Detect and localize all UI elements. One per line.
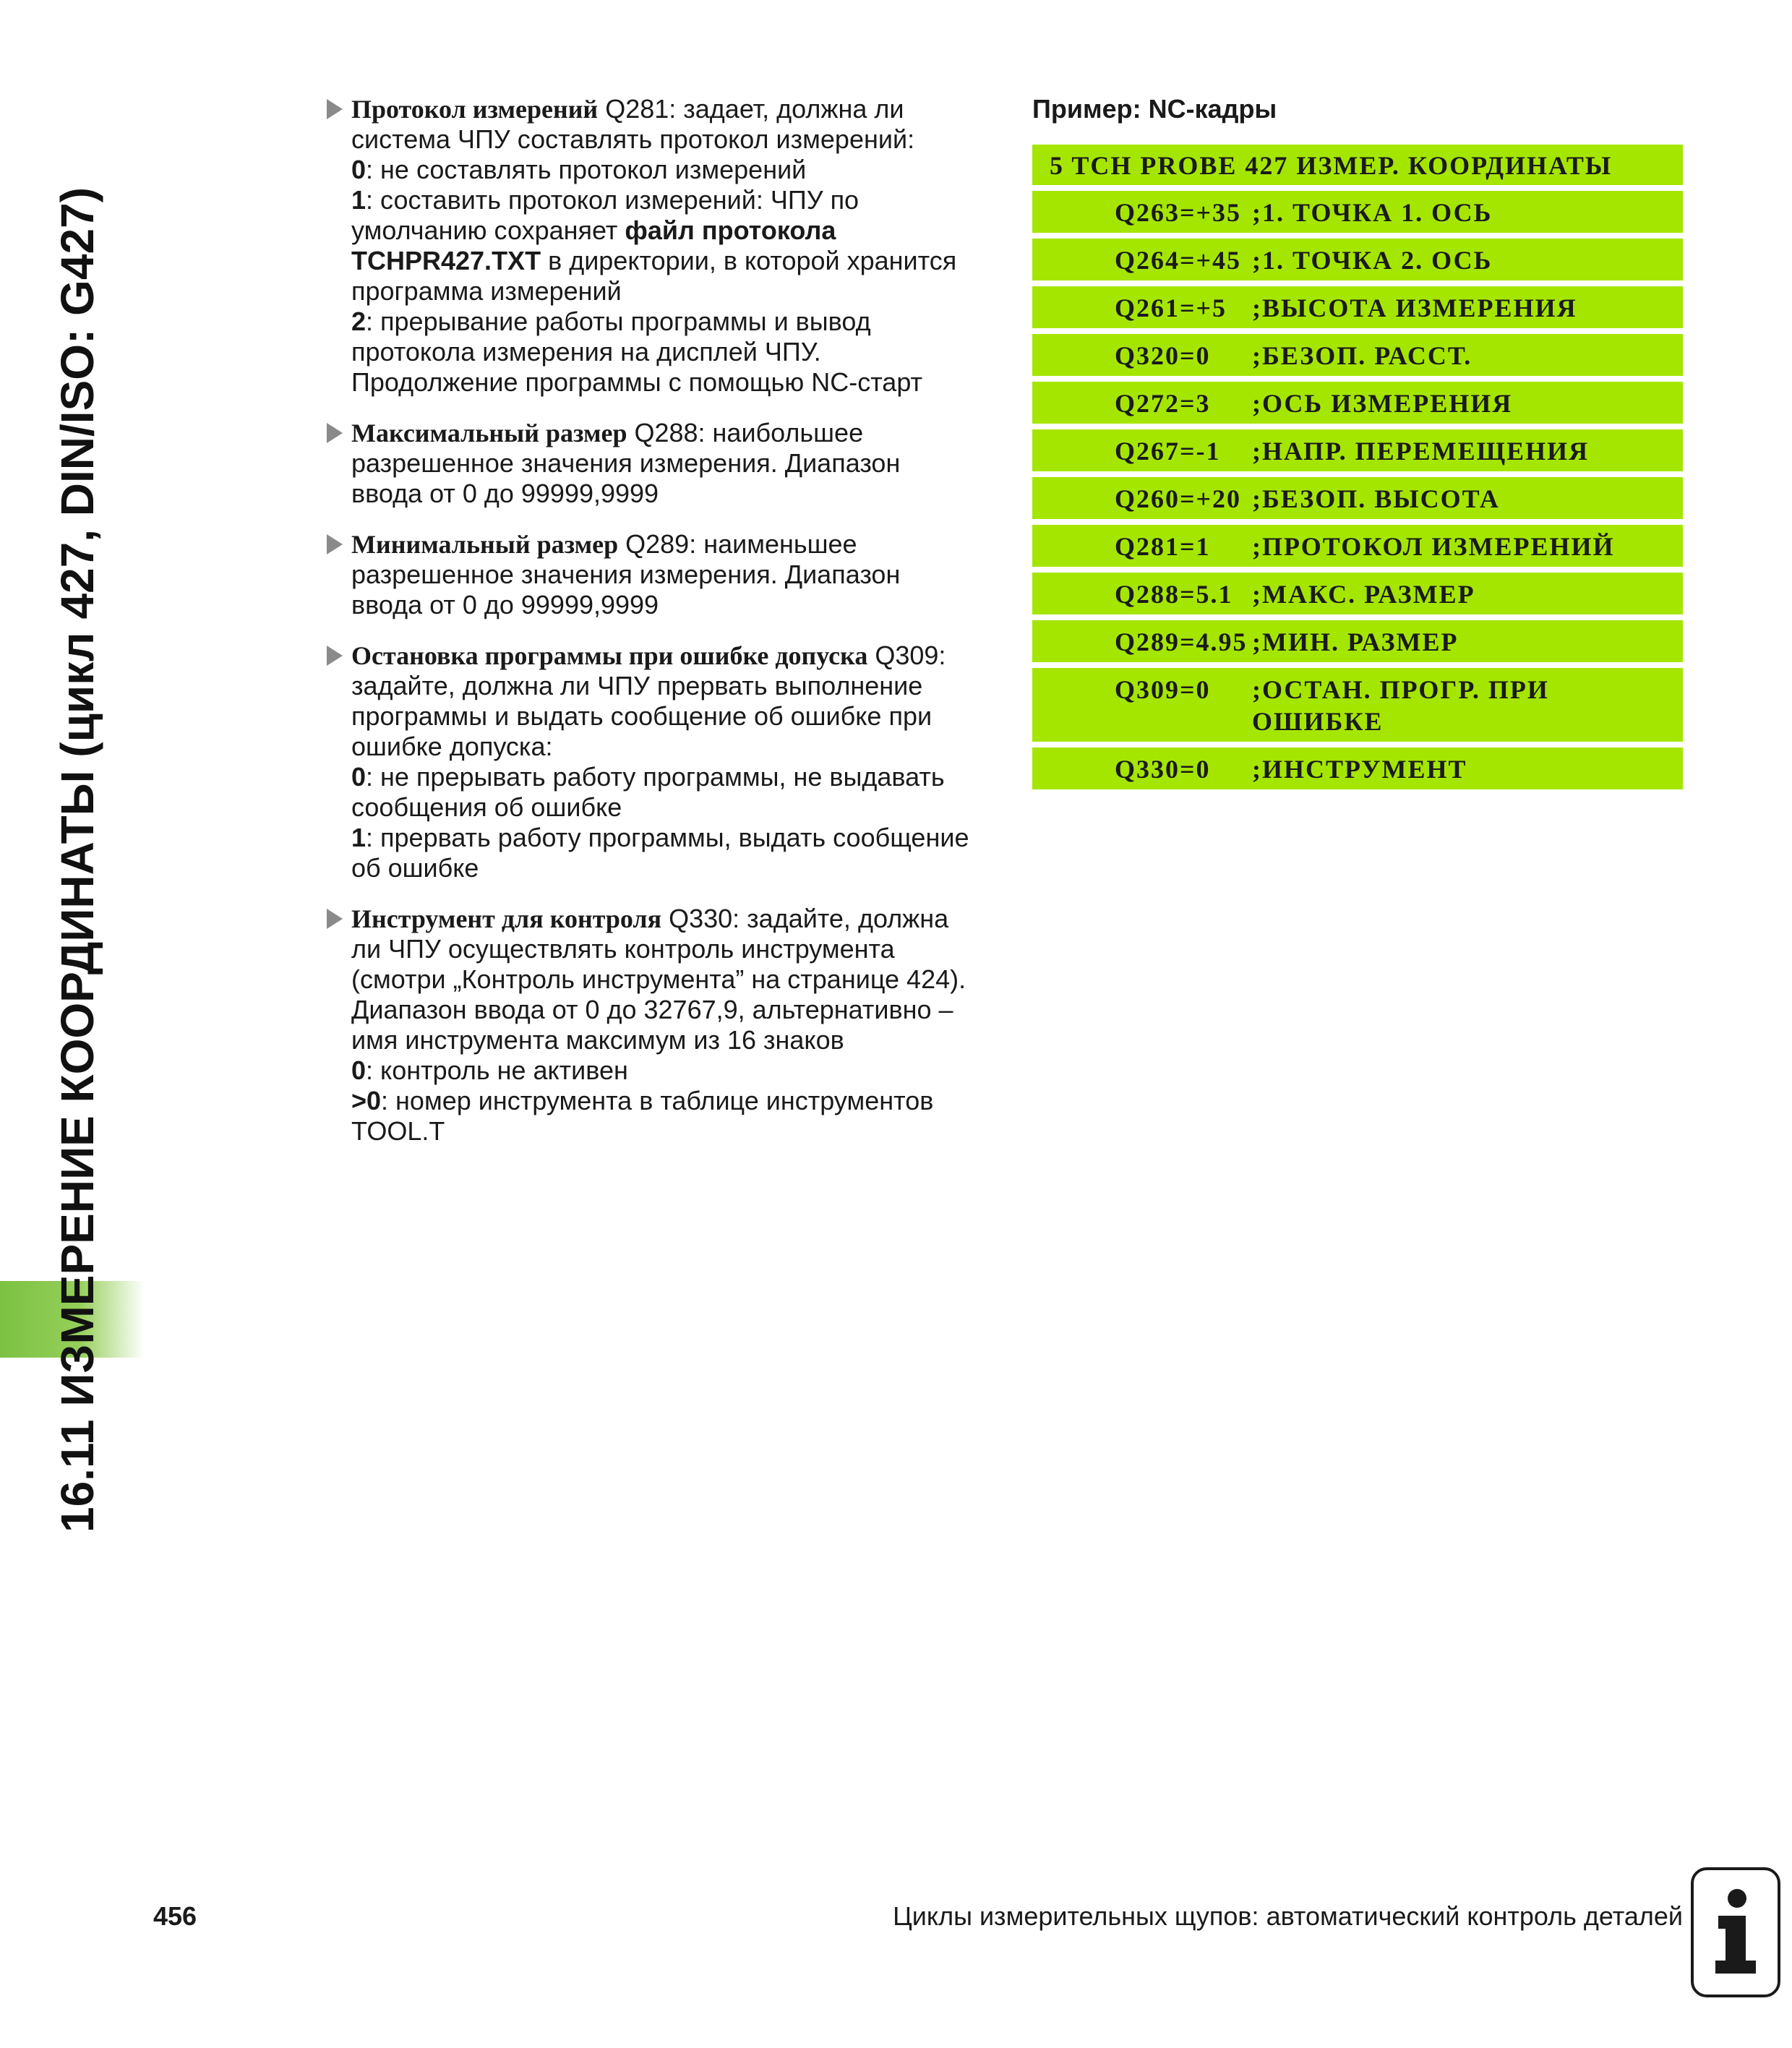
- q-parameter-value: Q264=+45: [1115, 246, 1242, 275]
- nc-block-row: [1032, 525, 1683, 567]
- parameter-name: Остановка программы при ошибке допуска: [351, 641, 868, 670]
- q-parameter-comment: ;ИНСТРУМЕНТ: [1252, 755, 1467, 784]
- description-text: : прерывание работы программы и вывод: [366, 307, 871, 336]
- parameter-line: [351, 995, 998, 1025]
- nc-block-row: [1032, 573, 1683, 614]
- parameter-line: [351, 479, 998, 509]
- parameter-line: [351, 337, 998, 367]
- q-parameter-value: Q263=+35: [1115, 198, 1242, 227]
- option-value: 0: [351, 155, 366, 184]
- q-parameter-comment: ;ОСТАН. ПРОГР. ПРИ ОШИБКЕ: [1252, 675, 1549, 736]
- option-value: 2: [351, 307, 366, 336]
- q-parameter-comment: ;БЕЗОП. РАССТ.: [1252, 341, 1472, 370]
- bullet-triangle-icon: [327, 534, 343, 554]
- q-parameter-value: Q281=1: [1115, 532, 1211, 561]
- parameter-code: Q289: наименьшее: [618, 529, 857, 559]
- description-text: разрешенное значения измерения. Диапазон: [351, 560, 901, 589]
- parameter-line: [351, 964, 998, 995]
- nc-block-row: [1032, 191, 1683, 233]
- parameter-line: [351, 448, 998, 479]
- nc-block-row: [1032, 286, 1683, 328]
- emphasis-text: файл протокола: [625, 215, 836, 245]
- parameter-line: [351, 418, 998, 448]
- q-parameter-comment: ;ПРОТОКОЛ ИЗМЕРЕНИЙ: [1252, 532, 1615, 561]
- bullet-triangle-icon: [327, 909, 343, 929]
- nc-block-header: 5 TCH PROBE 427 ИЗМЕР. КООРДИНАТЫ: [1032, 145, 1683, 185]
- parameter-code: Q281: задает, должна ли: [598, 94, 904, 124]
- description-text: : составить протокол измерений: ЧПУ по: [366, 185, 859, 215]
- option-value: 0: [351, 762, 366, 792]
- nc-block-row: [1032, 239, 1683, 280]
- description-text: имя инструмента максимум из 16 знаков: [351, 1025, 844, 1055]
- description-text: программа измерений: [351, 276, 622, 306]
- description-text: протокола измерения на дисплей ЧПУ.: [351, 337, 821, 367]
- parameter-list: [325, 94, 998, 1167]
- description-text: TOOL.T: [351, 1116, 445, 1146]
- description-text: ввода от 0 до 99999,9999: [351, 479, 659, 508]
- q-parameter-comment: ;МАКС. РАЗМЕР: [1252, 580, 1475, 609]
- q-parameter-value: Q260=+20: [1115, 484, 1242, 513]
- description-text: (смотри „Контроль инструмента” на странице 424).: [351, 964, 966, 994]
- q-parameter-value: Q320=0: [1115, 341, 1211, 370]
- parameter-line: [351, 215, 998, 246]
- description-text: ввода от 0 до 99999,9999: [351, 590, 659, 620]
- parameter-line: [351, 701, 998, 732]
- nc-block-row: [1032, 620, 1683, 662]
- option-value: 1: [351, 185, 366, 215]
- nc-block-row: [1032, 334, 1683, 376]
- parameter-code: Q288: наибольшее: [627, 418, 864, 447]
- parameter-line: [351, 640, 998, 671]
- option-value: >0: [351, 1086, 382, 1115]
- parameter-item: [325, 529, 998, 620]
- example-title: Пример: NC-кадры: [1032, 94, 1277, 124]
- parameter-line: [351, 94, 998, 124]
- description-text: программы и выдать сообщение об ошибке при: [351, 701, 933, 731]
- parameter-line: [351, 1055, 998, 1086]
- description-text: : не составлять протокол измерений: [366, 155, 807, 184]
- parameter-line: [351, 155, 998, 185]
- bullet-triangle-icon: [327, 99, 343, 119]
- nc-block-row: [1032, 477, 1683, 519]
- q-parameter-comment: ;ВЫСОТА ИЗМЕРЕНИЯ: [1252, 294, 1577, 322]
- nc-block-row: [1032, 382, 1683, 424]
- parameter-line: [351, 124, 998, 155]
- bullet-triangle-icon: [327, 646, 343, 666]
- q-parameter-value: Q272=3: [1115, 389, 1211, 418]
- q-parameter-value: Q289=4.95: [1115, 627, 1248, 656]
- description-text: : контроль не активен: [366, 1055, 628, 1085]
- parameter-item: [325, 418, 998, 509]
- description-text: ошибке допуска:: [351, 732, 553, 761]
- nc-block-row: [1032, 429, 1683, 471]
- description-text: в директории, в которой хранится: [541, 246, 957, 275]
- parameter-item: [325, 640, 998, 883]
- q-parameter-value: Q330=0: [1115, 755, 1211, 784]
- description-text: : прервать работу программы, выдать сообщение: [366, 823, 969, 852]
- parameter-line: [351, 671, 998, 701]
- q-parameter-comment: ;БЕЗОП. ВЫСОТА: [1252, 484, 1500, 513]
- parameter-line: [351, 246, 998, 276]
- parameter-line: [351, 823, 998, 853]
- description-text: сообщения об ошибке: [351, 792, 622, 822]
- parameter-name: Инструмент для контроля: [351, 904, 662, 933]
- parameter-line: [351, 590, 998, 620]
- parameter-line: [351, 732, 998, 762]
- description-text: об ошибке: [351, 853, 479, 883]
- description-text: Продолжение программы с помощью NC-старт: [351, 367, 923, 397]
- q-parameter-comment: ;1. ТОЧКА 2. ОСЬ: [1252, 246, 1493, 275]
- q-parameter-comment: ;НАПР. ПЕРЕМЕЩЕНИЯ: [1252, 437, 1590, 466]
- q-parameter-value: Q309=0: [1115, 675, 1211, 704]
- parameter-name: Минимальный размер: [351, 530, 619, 559]
- parameter-line: [351, 904, 998, 934]
- parameter-item: [325, 904, 998, 1147]
- parameter-code: Q330: задайте, должна: [661, 904, 949, 933]
- q-parameter-value: Q261=+5: [1115, 294, 1227, 322]
- description-text: задайте, должна ли ЧПУ прервать выполнение: [351, 671, 923, 700]
- option-value: TCHPR427.TXT: [351, 246, 541, 275]
- parameter-name: Максимальный размер: [351, 419, 627, 447]
- page-number: 456: [153, 1901, 197, 1931]
- parameter-line: [351, 934, 998, 964]
- q-parameter-comment: ;ОСЬ ИЗМЕРЕНИЯ: [1252, 389, 1513, 418]
- description-text: система ЧПУ составлять протокол измерений:: [351, 124, 915, 154]
- parameter-code: Q309:: [867, 640, 946, 670]
- nc-block-table: [1032, 145, 1683, 795]
- option-value: 1: [351, 823, 366, 852]
- parameter-line: [351, 1025, 998, 1055]
- description-text: Диапазон ввода от 0 до 32767,9, альтернативно –: [351, 995, 953, 1024]
- q-parameter-comment: ;1. ТОЧКА 1. ОСЬ: [1252, 198, 1493, 227]
- option-value: 0: [351, 1055, 366, 1085]
- info-icon: [1691, 1867, 1780, 1997]
- nc-block-row: [1032, 668, 1683, 742]
- description-text: разрешенное значения измерения. Диапазон: [351, 448, 901, 478]
- parameter-item: [325, 94, 998, 398]
- q-parameter-value: Q288=5.1: [1115, 580, 1233, 609]
- parameter-line: [351, 853, 998, 883]
- bullet-triangle-icon: [327, 423, 343, 443]
- description-text: : номер инструмента в таблице инструментов: [381, 1086, 934, 1115]
- description-text: умолчанию сохраняет: [351, 215, 625, 245]
- q-parameter-comment: ;МИН. РАЗМЕР: [1252, 627, 1459, 656]
- parameter-line: [351, 529, 998, 560]
- parameter-line: [351, 276, 998, 307]
- section-title-vertical: 16.11 ИЗМЕРЕНИЕ КООРДИНАТЫ (цикл 427, DIN/ISO: G427): [51, 187, 103, 1533]
- q-parameter-value: Q267=-1: [1115, 437, 1221, 466]
- parameter-line: [351, 560, 998, 590]
- parameter-name: Протокол измерений: [351, 95, 599, 124]
- parameter-line: [351, 307, 998, 337]
- parameter-line: [351, 792, 998, 823]
- parameter-line: [351, 185, 998, 215]
- parameter-line: [351, 762, 998, 792]
- parameter-line: [351, 367, 998, 398]
- description-text: ли ЧПУ осуществлять контроль инструмента: [351, 934, 895, 964]
- parameter-line: [351, 1116, 998, 1147]
- description-text: : не прерывать работу программы, не выдавать: [366, 762, 945, 792]
- parameter-line: [351, 1086, 998, 1116]
- nc-block-row: [1032, 747, 1683, 789]
- footer-chapter-text: Циклы измерительных щупов: автоматический контроль деталей: [893, 1901, 1683, 1931]
